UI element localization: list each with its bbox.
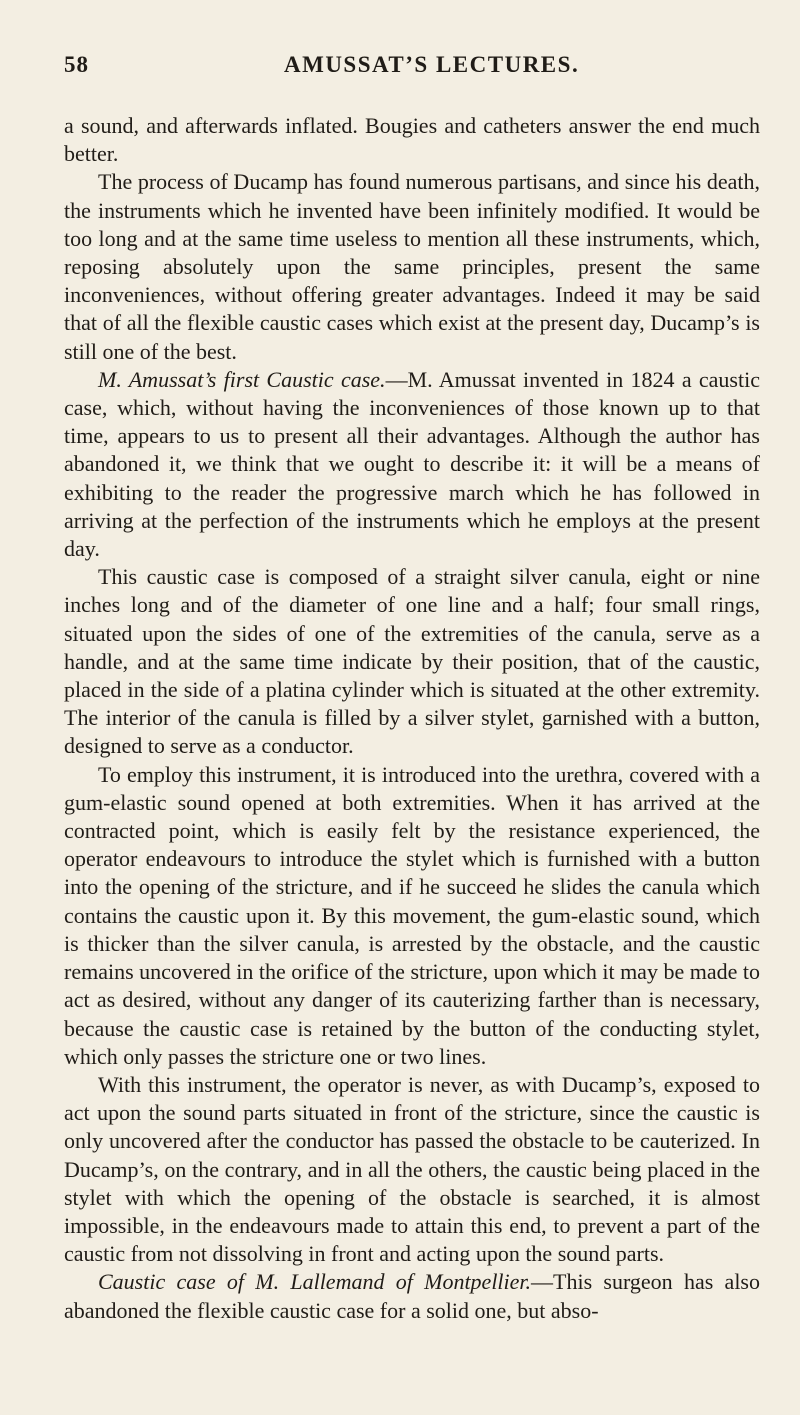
paragraph-text: a sound, and afterwards inflated. Bougies and catheters answer the end much better. (64, 113, 760, 167)
paragraph-1 (64, 112, 760, 168)
paragraph-text: This caustic case is composed of a straight silver canula, eight or nine inches long and of the diameter of one line and a half; four small rings, situated upon the sides of one of the extremities of the canula, serve as a handle, and at the same time indicate by their position, that of the caustic, placed in the side of a platina cylinder which is situated at the other extremity. The interior of the canula is filled by a silver stylet, garnished with a button, designed to serve as a conductor. (64, 564, 760, 759)
paragraph-6 (64, 1071, 760, 1268)
section-heading-lallemand-caustic-case: Caustic case of M. Lallemand of Montpellier. (98, 1269, 532, 1295)
paragraph-7 (64, 1268, 760, 1324)
paragraph-text: The process of Ducamp has found numerous partisans, and since his death, the instruments which he invented have been infinitely modified. It would be too long and at the same time useless to mention all these instruments, which, reposing absolutely upon the same principles, present the same inconveniences, without offering greater advantages. Indeed it may be said that of all the flexible caustic cases which exist at the present day, Ducamp’s is still one of the best. (64, 169, 760, 364)
page-number: 58 (64, 52, 89, 77)
paragraph-text: With this instrument, the operator is never, as with Ducamp’s, exposed to act upon the sound parts situated in front of the stricture, since the caustic is only uncovered after the conductor has passed the obstacle to be cauterized. In Ducamp’s, on the contrary, and in all the others, the caustic being placed in the stylet with which the opening of the obstacle is searched, it is almost impossible, in the endeavours made to attain this end, to prevent a part of the caustic from not dissolving in front and acting upon the sound parts. (64, 1071, 760, 1267)
body-text (64, 112, 760, 1325)
paragraph-2 (64, 168, 760, 365)
paragraph-4 (64, 563, 760, 760)
paragraph-text: —This surgeon has also abandoned the flexible caustic case for a solid one, but abso- (64, 1269, 760, 1323)
running-head (64, 52, 760, 88)
paragraph-5 (64, 761, 760, 1071)
paragraph-text: To employ this instrument, it is introduced into the urethra, covered with a gum-elastic sound opened at both extremities. When it has arrived at the contracted point, which is easily felt by the resistance experienced, the operator endeavours to introduce the stylet which is furnished with a button into the opening of the stricture, and if he succeed he slides the canula which contains the caustic upon it. By this movement, the gum-elastic sound, which is thicker than the silver canula, is arrested by the obstacle, and the caustic remains uncovered in the orifice of the stricture, upon which it may be made to act as desired, without any danger of its cauterizing farther than is necessary, because the caustic case is retained by the button of the conducting stylet, which only passes the stricture one or two lines. (64, 761, 760, 1069)
section-heading-amussat-caustic-case: M. Amussat’s first Caustic case. (98, 366, 386, 392)
running-title: AMUSSAT’S LECTURES. (284, 52, 580, 77)
paragraph-3 (64, 366, 760, 563)
paragraph-text: —M. Amussat invented in 1824 a caustic case, which, without having the inconveniences of those known up to that time, appears to us to present all their advantages. Although the author has abandoned it, we think that we ought to describe it: it will be a means of exhibiting to the reader the progressive march which he has followed in arriving at the perfection of the instruments which he employs at the present day. (64, 366, 760, 562)
